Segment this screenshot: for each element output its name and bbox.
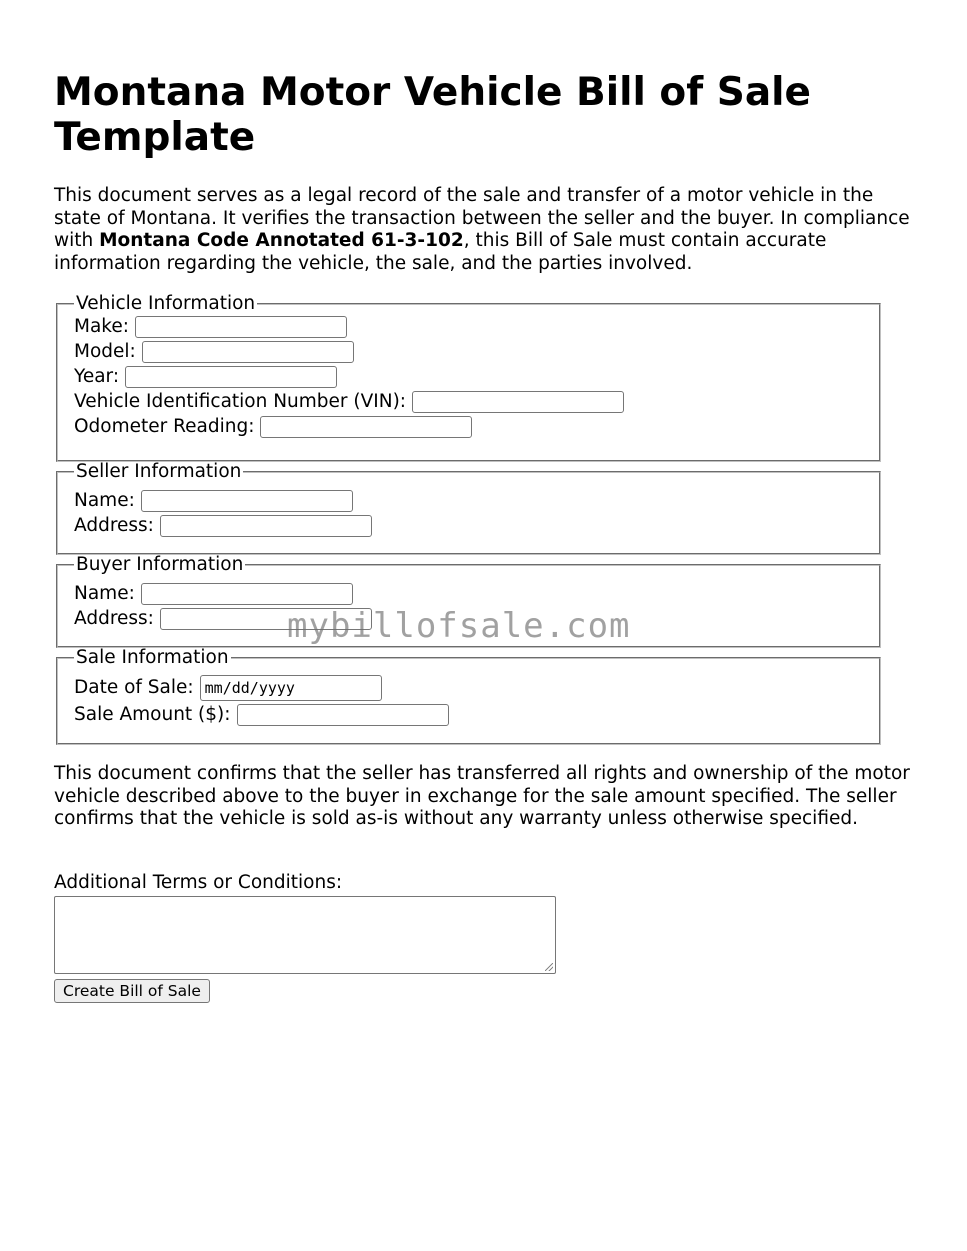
sale-fieldset: [56, 648, 881, 745]
watermark: mybillofsale.com: [287, 606, 631, 646]
year-label: Year:: [74, 366, 120, 387]
seller-address-label: Address:: [74, 515, 154, 536]
vin-label: Vehicle Identification Number (VIN):: [74, 391, 407, 412]
terms-textarea[interactable]: [54, 896, 556, 974]
vin-input[interactable]: [412, 391, 624, 413]
make-label: Make:: [74, 316, 129, 337]
buyer-address-label: Address:: [74, 608, 154, 629]
outro-paragraph: This document confirms that the seller has transferred all rights and ownership of the motor vehicle described above to the buyer in exchange for the sale amount specified. The seller confirms that the vehicle is sold as-is without any warranty unless otherwise specified.: [54, 763, 910, 830]
seller-legend: Seller Information: [76, 461, 242, 482]
vehicle-fieldset: [56, 294, 881, 462]
buyer-legend: Buyer Information: [76, 554, 244, 575]
buyer-name-input[interactable]: [141, 583, 353, 605]
page-title: Montana Motor Vehicle Bill of Sale Template: [54, 70, 811, 160]
sale-date-label: Date of Sale:: [74, 677, 194, 698]
odometer-label: Odometer Reading:: [74, 416, 255, 437]
intro-text-2: , this Bill of Sale must contain accurate information regarding the vehicle, the sale, and the parties involved.: [54, 230, 827, 275]
odometer-input[interactable]: [260, 416, 472, 438]
statute-reference: Montana Code Annotated 61-3-102: [99, 230, 464, 252]
model-input[interactable]: [142, 341, 354, 363]
year-input[interactable]: [125, 366, 337, 388]
seller-name-input[interactable]: [141, 490, 353, 512]
make-input[interactable]: [135, 316, 347, 338]
intro-paragraph: [54, 185, 914, 276]
sale-amount-input[interactable]: [237, 704, 449, 726]
seller-fieldset: [56, 462, 881, 555]
seller-address-input[interactable]: [160, 515, 372, 537]
model-label: Model:: [74, 341, 136, 362]
sale-date-input[interactable]: mm/dd/yyyy: [200, 675, 382, 701]
terms-label: Additional Terms or Conditions:: [54, 872, 343, 893]
sale-amount-label: Sale Amount ($):: [74, 704, 231, 725]
buyer-fieldset: [56, 555, 881, 648]
resize-grip-icon[interactable]: [545, 963, 553, 971]
create-bill-button[interactable]: Create Bill of Sale: [54, 979, 210, 1003]
seller-name-label: Name:: [74, 490, 135, 511]
intro-text-1: This document serves as a legal record of the sale and transfer of a motor vehicle in the state of Montana. It verifies the transaction between the seller and the buyer. In compliance with: [54, 185, 910, 252]
buyer-name-label: Name:: [74, 583, 135, 604]
buyer-address-input[interactable]: [160, 608, 372, 630]
vehicle-legend: Vehicle Information: [76, 293, 256, 314]
sale-legend: Sale Information: [76, 647, 229, 668]
